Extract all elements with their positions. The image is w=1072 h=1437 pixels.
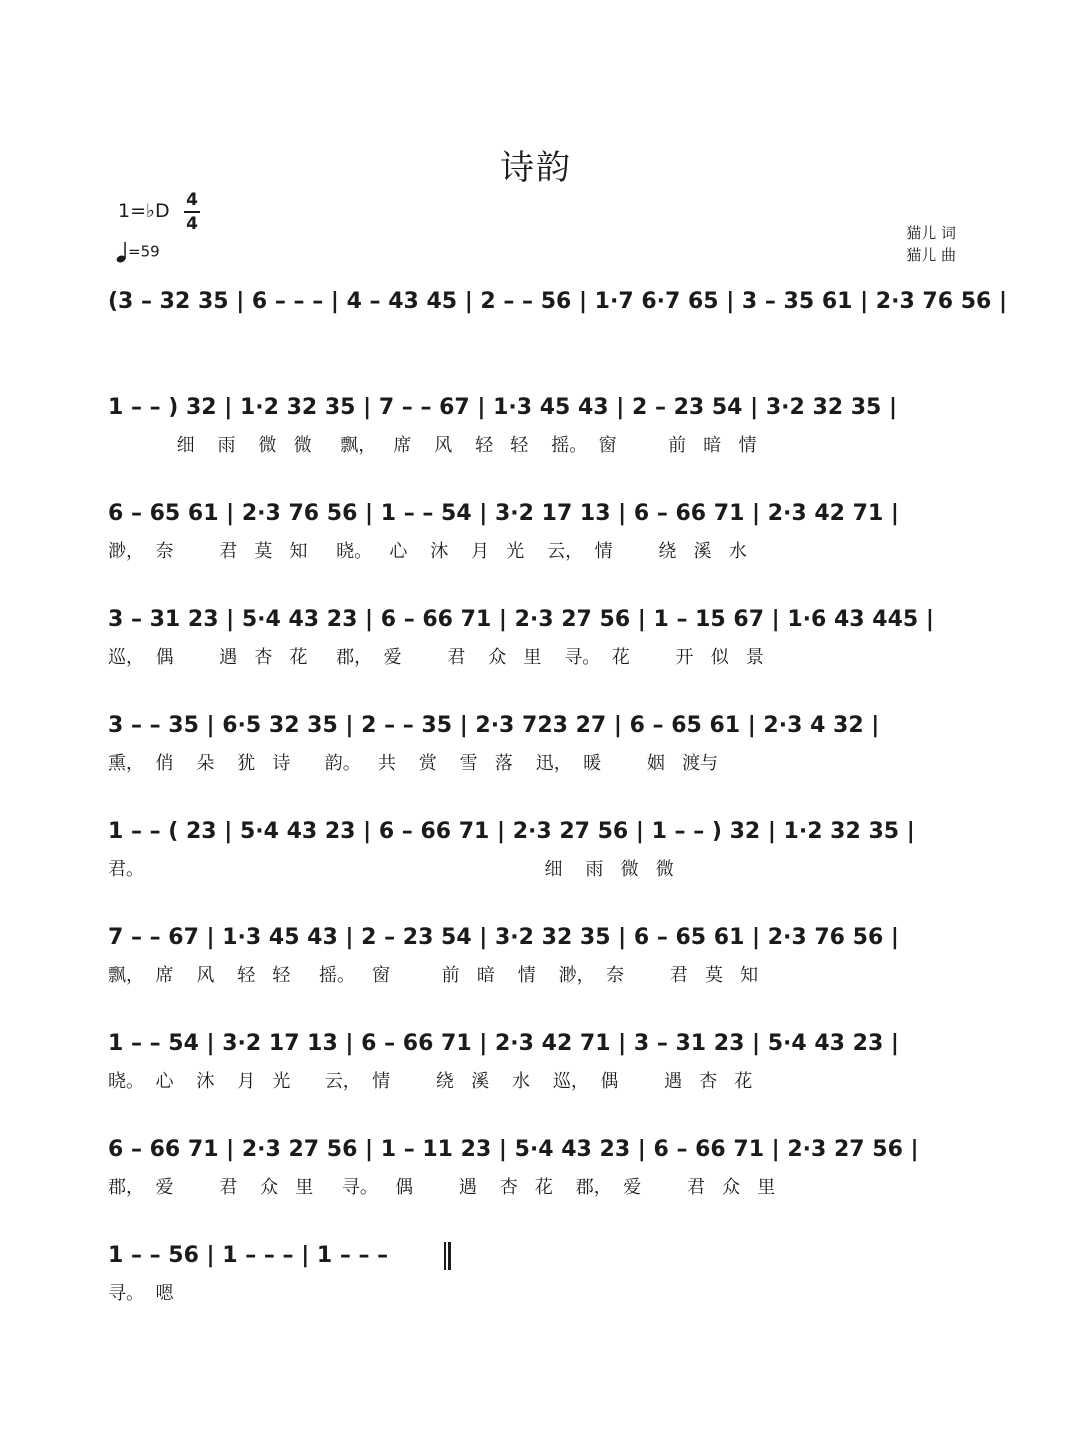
score-row-3 [108, 496, 964, 586]
lyric-line: 飘， 席 风 轻 轻 摇。 窗 前 暗 情 渺， 奈 君 莫 知 [108, 965, 759, 986]
score-row-10 [108, 1238, 964, 1328]
lyric-line: 郡， 爱 君 众 里 寻。 偶 遇 杏 花 郡， 爱 君 众 里 [108, 1177, 776, 1198]
score-row-2 [108, 390, 964, 480]
tempo-value: =59 [128, 242, 160, 261]
lyric-line: 巡， 偶 遇 杏 花 郡， 爱 君 众 里 寻。 花 开 似 景 [108, 647, 764, 668]
time-signature [184, 190, 200, 234]
notation-line: 7 – – 67 | 1·3 45 43 | 2 – 23 54 | 3·2 32 35 | 6 – 65 61 | 2·3 76 56 | [108, 925, 899, 950]
lyric-line: 寻。 嗯 [108, 1283, 174, 1304]
lyric-line: 细 雨 微 微 飘， 席 风 轻 轻 摇。 窗 前 暗 情 [108, 435, 757, 456]
tempo-marking [116, 240, 160, 266]
lyric-line [108, 326, 964, 354]
score-row-6 [108, 814, 964, 904]
score-row-1 [108, 284, 1008, 374]
score-row-5 [108, 708, 964, 798]
lyric-line: 君。 细 雨 微 微 [108, 859, 674, 880]
credits [906, 222, 956, 266]
page-title: 诗韵 [500, 148, 572, 188]
time-signature-bottom: 4 [186, 214, 198, 234]
score-row-8 [108, 1026, 964, 1116]
score-row-4 [108, 602, 964, 692]
lyric-line: 熏， 俏 朵 犹 诗 韵。 共 赏 雪 落 迅， 暖 姻 渡与 [108, 753, 719, 774]
composer-credit: 猫儿 曲 [906, 246, 956, 264]
score-row-9 [108, 1132, 964, 1222]
notation-line: 1 – – ) 32 | 1·2 32 35 | 7 – – 67 | 1·3 45 43 | 2 – 23 54 | 3·2 32 35 | [108, 395, 898, 420]
notation-line: (3 – 32 35 | 6 – – – | 4 – 43 45 | 2 – – 56 | 1·7 6·7 65 | 3 – 35 61 | 2·3 76 56 | [108, 289, 1008, 314]
lyric-line: 晓。 心 沐 月 光 云， 情 绕 溪 水 巡， 偶 遇 杏 花 [108, 1071, 753, 1092]
time-signature-top: 4 [186, 190, 198, 210]
notation-line: 1 – – 54 | 3·2 17 13 | 6 – 66 71 | 2·3 42 71 | 3 – 31 23 | 5·4 43 23 | [108, 1031, 899, 1056]
notation-line: 6 – 66 71 | 2·3 27 56 | 1 – 11 23 | 5·4 43 23 | 6 – 66 71 | 2·3 27 56 | [108, 1137, 919, 1162]
notation-line: 3 – 31 23 | 5·4 43 23 | 6 – 66 71 | 2·3 27 56 | 1 – 15 67 | 1·6 43 445 | [108, 607, 934, 632]
notation-line: 1 – – 56 | 1 – – – | 1 – – – [108, 1243, 389, 1268]
notation-line: 3 – – 35 | 6·5 32 35 | 2 – – 35 | 2·3 723 27 | 6 – 65 61 | 2·3 4 32 | [108, 713, 880, 738]
quarter-note-icon [116, 240, 128, 264]
lyricist-credit: 猫儿 词 [906, 224, 956, 242]
time-signature-divider [184, 211, 200, 213]
score-row-7 [108, 920, 964, 1010]
notation-line: 6 – 65 61 | 2·3 76 56 | 1 – – 54 | 3·2 17 13 | 6 – 66 71 | 2·3 42 71 | [108, 501, 899, 526]
key-signature: 1=♭D [118, 200, 170, 222]
notation-line: 1 – – ( 23 | 5·4 43 23 | 6 – 66 71 | 2·3 27 56 | 1 – – ) 32 | 1·2 32 35 | [108, 819, 915, 844]
lyric-line: 渺， 奈 君 莫 知 晓。 心 沐 月 光 云， 情 绕 溪 水 [108, 541, 747, 562]
